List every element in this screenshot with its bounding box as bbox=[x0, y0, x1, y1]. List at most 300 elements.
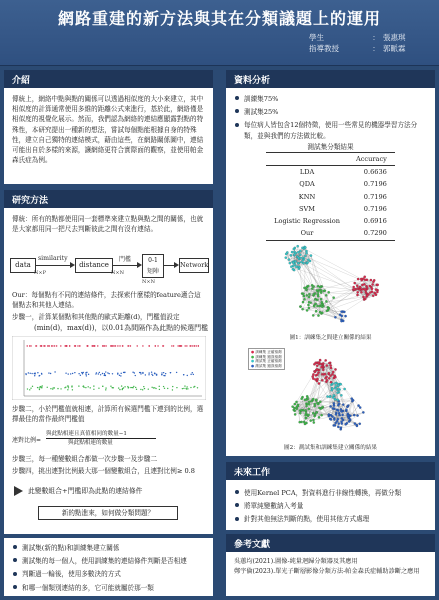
network-node bbox=[302, 257, 304, 259]
scatter-point bbox=[170, 372, 171, 373]
network-node bbox=[335, 385, 337, 387]
scatter-point bbox=[130, 387, 131, 388]
network-node bbox=[357, 278, 359, 280]
scatter-point bbox=[122, 345, 123, 346]
flow-threshold-label: 門檻 bbox=[119, 256, 132, 263]
network-node bbox=[328, 377, 330, 379]
scatter-point bbox=[65, 387, 66, 388]
network-node bbox=[337, 388, 339, 390]
scatter-point bbox=[72, 389, 73, 390]
scatter-point bbox=[153, 387, 154, 388]
network-node bbox=[308, 293, 310, 295]
scatter-point bbox=[81, 372, 82, 373]
network-node bbox=[362, 296, 364, 298]
scatter-point bbox=[155, 388, 156, 389]
scatter-point bbox=[102, 373, 103, 374]
scatter-point bbox=[120, 375, 121, 376]
scatter-point bbox=[162, 345, 163, 346]
scatter-point bbox=[151, 372, 152, 373]
network-node bbox=[332, 407, 334, 409]
list-item: 訓練集75% bbox=[234, 94, 428, 104]
network-node bbox=[304, 246, 306, 248]
scatter-point bbox=[64, 345, 65, 346]
network-node bbox=[288, 258, 290, 260]
network-node bbox=[308, 301, 310, 303]
scatter-point bbox=[70, 373, 71, 374]
network-node bbox=[312, 377, 314, 379]
network-node bbox=[316, 374, 318, 376]
network-node bbox=[293, 253, 295, 255]
scatter-point bbox=[128, 387, 129, 388]
scatter-point bbox=[99, 372, 100, 373]
scatter-point bbox=[78, 385, 79, 386]
network-node bbox=[318, 362, 320, 364]
ours-text: Our：每個點有不同的連結條件，去探索什麼樣的feature適合這個點去和其他人連結。 bbox=[12, 291, 201, 310]
scatter-point bbox=[190, 387, 191, 388]
list-item: 測試集25% bbox=[234, 107, 428, 117]
network-node bbox=[334, 424, 336, 426]
network-node bbox=[312, 419, 314, 421]
refs-panel bbox=[226, 552, 435, 596]
network-node bbox=[369, 285, 371, 287]
scatter-point bbox=[136, 389, 137, 390]
network-node bbox=[319, 305, 321, 307]
future-panel bbox=[226, 480, 435, 530]
network-node bbox=[314, 371, 316, 373]
network-node bbox=[321, 306, 323, 308]
network-node bbox=[326, 364, 328, 366]
scatter-point bbox=[97, 345, 98, 346]
scatter-point bbox=[30, 345, 31, 346]
scatter-point bbox=[94, 345, 95, 346]
network-node bbox=[321, 379, 323, 381]
scatter-point bbox=[167, 388, 168, 389]
accuracy-table-wrap bbox=[226, 152, 435, 241]
scatter-point bbox=[105, 389, 106, 390]
network-node bbox=[376, 291, 378, 293]
network-node bbox=[375, 288, 377, 290]
network-node bbox=[312, 314, 314, 316]
scatter-point bbox=[119, 345, 120, 346]
scatter-point bbox=[39, 389, 40, 390]
network-node bbox=[316, 402, 318, 404]
list-item: 將單純變數納入考量 bbox=[234, 501, 427, 511]
scatter-point bbox=[135, 375, 136, 376]
network-node bbox=[299, 421, 301, 423]
network-node bbox=[299, 254, 301, 256]
network-edge bbox=[338, 399, 352, 400]
scatter-point bbox=[187, 388, 188, 389]
network-node bbox=[317, 314, 319, 316]
scatter-point bbox=[157, 345, 158, 346]
intro-text: 傳統上，網絡中點與點的關係可以透過相似度的大小來建立，其中相似度的計算通常使用多維的距離公式來進行，基於此，網絡僅是相似度的視覺化展示。然而，我們認為網絡的連結應顯露對點的特殊性，本研究提出一種新的想法，嘗試每個點能根據自身的特殊性，建立自己獨特的連結模式，藉由這些，在網路關係圖中，連結可能出自於多樣的來源，讓網絡更符合實際面的觀察，並使用帕金森氏症為例。 bbox=[12, 95, 204, 165]
list-item: 和哪一個類別連結的多，它可能就屬於那一類 bbox=[12, 583, 205, 593]
scatter-point bbox=[105, 387, 106, 388]
scatter-point bbox=[115, 345, 116, 346]
network-node bbox=[304, 414, 306, 416]
network-node bbox=[320, 414, 322, 416]
network-node bbox=[293, 409, 295, 411]
network-node bbox=[318, 407, 320, 409]
network-node bbox=[306, 309, 308, 311]
scatter-point bbox=[159, 386, 160, 387]
network-node bbox=[340, 320, 342, 322]
network-node bbox=[303, 287, 305, 289]
scatter-point bbox=[143, 386, 144, 387]
network-node bbox=[338, 422, 340, 424]
network-node bbox=[365, 291, 367, 293]
scatter-point bbox=[186, 386, 187, 387]
scatter-point bbox=[37, 372, 38, 373]
network-node bbox=[330, 418, 332, 420]
network-node bbox=[324, 373, 326, 375]
scatter-point bbox=[65, 372, 66, 373]
scatter-point bbox=[48, 372, 49, 373]
scatter-point bbox=[79, 345, 80, 346]
network-node bbox=[349, 418, 351, 420]
network-node bbox=[341, 417, 343, 419]
intro-heading: 介紹 bbox=[4, 70, 213, 88]
network-node bbox=[325, 300, 327, 302]
scatter-point bbox=[180, 345, 181, 346]
scatter-point bbox=[53, 387, 54, 388]
network-node bbox=[308, 307, 310, 309]
network-node bbox=[319, 286, 321, 288]
network-node bbox=[302, 293, 304, 295]
network-node bbox=[337, 418, 339, 420]
scatter-point bbox=[68, 387, 69, 388]
network-node bbox=[376, 284, 378, 286]
scatter-point bbox=[86, 375, 87, 376]
scatter-point bbox=[192, 372, 193, 373]
network-node bbox=[323, 290, 325, 292]
scatter-point bbox=[29, 345, 30, 346]
network-node bbox=[325, 376, 327, 378]
network-node bbox=[346, 422, 348, 424]
network-node bbox=[317, 285, 319, 287]
network-node bbox=[375, 294, 377, 296]
threshold-scatter-plot bbox=[12, 336, 206, 400]
network-node bbox=[306, 261, 308, 263]
scatter-point bbox=[77, 345, 78, 346]
network-node bbox=[289, 262, 291, 264]
scatter-point bbox=[163, 372, 164, 373]
scatter-point bbox=[31, 373, 32, 374]
step1b-text: (min(d)，max(d))，以0.01為間隔作為此點的候選門檻 bbox=[34, 324, 209, 332]
network-node bbox=[297, 245, 299, 247]
scatter-point bbox=[142, 345, 143, 346]
network-node bbox=[321, 312, 323, 314]
refs-list bbox=[226, 552, 435, 581]
scatter-point bbox=[190, 374, 191, 375]
result-arrow-icon bbox=[14, 486, 23, 496]
network-node bbox=[319, 311, 321, 313]
scatter-point bbox=[88, 386, 89, 387]
network-node bbox=[316, 365, 318, 367]
scatter-point bbox=[50, 373, 51, 374]
scatter-point bbox=[196, 345, 197, 346]
network-node bbox=[359, 288, 361, 290]
network-node bbox=[354, 422, 356, 424]
scatter-point bbox=[37, 387, 38, 388]
network-node bbox=[317, 295, 319, 297]
new-steps-list bbox=[4, 538, 213, 600]
scatter-point bbox=[193, 345, 194, 346]
scatter-point bbox=[164, 388, 165, 389]
refs-heading: 參考文獻 bbox=[226, 534, 435, 552]
network-node bbox=[332, 371, 334, 373]
step2-text: 步驟二，小於門檻值就相連，計算所有候選門檻下連到的比例，選擇最佳的當作最終門檻值 bbox=[12, 405, 204, 424]
network-node bbox=[340, 311, 342, 313]
scatter-point bbox=[102, 345, 103, 346]
network-node bbox=[336, 392, 338, 394]
network-node bbox=[316, 305, 318, 307]
network-node bbox=[308, 296, 310, 298]
network-node bbox=[312, 285, 314, 287]
network-node bbox=[310, 254, 312, 256]
new-steps-panel bbox=[4, 538, 213, 596]
network-node bbox=[300, 398, 302, 400]
network-node bbox=[314, 414, 316, 416]
network-node bbox=[334, 398, 336, 400]
scatter-point bbox=[39, 387, 40, 388]
step3-text: 步驟三，每一種變數組合都做一次步驟一及步驟二 bbox=[12, 455, 158, 463]
network-node bbox=[319, 359, 321, 361]
network-node bbox=[302, 301, 304, 303]
scatter-point bbox=[32, 386, 33, 387]
future-list bbox=[226, 480, 435, 534]
scatter-point bbox=[107, 372, 108, 373]
scatter-point bbox=[124, 372, 125, 373]
fig2-caption: 圖2：測試集和訓練集建立關係的結果 bbox=[283, 445, 378, 451]
scatter-point bbox=[176, 387, 177, 388]
scatter-point bbox=[118, 387, 119, 388]
network-node bbox=[285, 256, 287, 258]
scatter-point bbox=[165, 373, 166, 374]
scatter-point bbox=[132, 372, 133, 373]
scatter-point bbox=[98, 373, 99, 374]
network-node bbox=[335, 413, 337, 415]
flow-nxp: N×P bbox=[34, 270, 46, 276]
network-node bbox=[366, 294, 368, 296]
network-node bbox=[337, 409, 339, 411]
network-node bbox=[328, 372, 330, 374]
network-node bbox=[314, 378, 316, 380]
scatter-point bbox=[113, 345, 114, 346]
network-node bbox=[309, 260, 311, 262]
network-node bbox=[346, 406, 348, 408]
flow-data: data bbox=[10, 258, 36, 273]
method-panel bbox=[4, 208, 213, 534]
scatter-point bbox=[182, 388, 183, 389]
network-node bbox=[308, 401, 310, 403]
scatter-point bbox=[183, 388, 184, 389]
scatter-point bbox=[57, 388, 58, 389]
network-node bbox=[326, 395, 328, 397]
table-row: QDA 0.7196 bbox=[299, 180, 387, 189]
network-node bbox=[363, 283, 365, 285]
network-node bbox=[340, 427, 342, 429]
reference-item: 吳蕙均(2021).圖像-純量迴歸分類器及其應用 bbox=[234, 558, 358, 565]
scatter-point bbox=[49, 345, 50, 346]
scatter-point bbox=[189, 345, 190, 346]
scatter-point bbox=[85, 374, 86, 375]
network-node bbox=[338, 412, 340, 414]
network-node bbox=[357, 291, 359, 293]
network-node bbox=[305, 417, 307, 419]
network-node bbox=[304, 255, 306, 257]
network-node bbox=[311, 287, 313, 289]
scatter-point bbox=[164, 375, 165, 376]
network-node bbox=[314, 298, 316, 300]
network-node bbox=[329, 405, 331, 407]
network-node bbox=[356, 285, 358, 287]
scatter-point bbox=[85, 372, 86, 373]
scatter-point bbox=[41, 373, 42, 374]
scatter-point bbox=[35, 345, 36, 346]
network-node bbox=[314, 362, 316, 364]
network-node bbox=[347, 414, 349, 416]
scatter-point bbox=[93, 385, 94, 386]
network-node bbox=[320, 298, 322, 300]
network-node bbox=[340, 383, 342, 385]
network-node bbox=[370, 279, 372, 281]
network-node bbox=[295, 265, 297, 267]
network-node bbox=[341, 414, 343, 416]
network-node bbox=[329, 396, 331, 398]
network-node bbox=[353, 288, 355, 290]
scatter-point bbox=[68, 373, 69, 374]
list-item: 判斷過一輪後，使用多數決的方式 bbox=[12, 569, 205, 579]
author-student: 學生 ： 張惠琪 bbox=[309, 33, 406, 42]
network-node bbox=[297, 251, 299, 253]
scatter-point bbox=[82, 386, 83, 387]
network-node bbox=[307, 414, 309, 416]
network-node bbox=[316, 289, 318, 291]
network-node bbox=[337, 384, 339, 386]
method-heading: 研究方法 bbox=[4, 190, 213, 208]
accuracy-table bbox=[266, 152, 395, 241]
network-node bbox=[339, 314, 341, 316]
scatter-point bbox=[54, 345, 55, 346]
network-node bbox=[360, 278, 362, 280]
scatter-point bbox=[193, 374, 194, 375]
table-row: LDA 0.6636 bbox=[299, 168, 387, 177]
network-node bbox=[329, 364, 331, 366]
scatter-point bbox=[119, 375, 120, 376]
scatter-point bbox=[142, 389, 143, 390]
scatter-point bbox=[41, 385, 42, 386]
network-node bbox=[305, 405, 307, 407]
scatter-point bbox=[30, 387, 31, 388]
scatter-point bbox=[52, 345, 53, 346]
scatter-point bbox=[198, 345, 199, 346]
scatter-point bbox=[137, 345, 138, 346]
list-item: 使用Kernel PCA，對資料進行非線性轉換，再做分類 bbox=[234, 488, 427, 498]
network-node bbox=[297, 257, 299, 259]
future-heading: 未來工作 bbox=[226, 462, 435, 480]
scatter-point bbox=[104, 345, 105, 346]
network-node bbox=[369, 291, 371, 293]
network-node bbox=[352, 286, 354, 288]
scatter-point bbox=[40, 386, 41, 387]
title-band bbox=[0, 0, 439, 66]
results-panel bbox=[226, 88, 435, 456]
scatter-point bbox=[117, 345, 118, 346]
scatter-point bbox=[124, 386, 125, 387]
scatter-point bbox=[130, 345, 131, 346]
network-node bbox=[337, 399, 339, 401]
scatter-point bbox=[151, 387, 152, 388]
scatter-point bbox=[56, 345, 57, 346]
scatter-point bbox=[41, 387, 42, 388]
network-node bbox=[332, 296, 334, 298]
scatter-point bbox=[193, 386, 194, 387]
flow-nxn-1: N×N bbox=[111, 270, 124, 276]
scatter-point bbox=[112, 387, 113, 388]
fig1-caption: 圖1：訓練集之間建立關係的結果 bbox=[289, 335, 372, 341]
scatter-point bbox=[29, 389, 30, 390]
network-node bbox=[364, 298, 366, 300]
network-node bbox=[337, 426, 339, 428]
network-node bbox=[331, 383, 333, 385]
network-node bbox=[301, 308, 303, 310]
poster-title: 網路重建的新方法與其在分類議題上的運用 bbox=[57, 9, 381, 28]
network-node bbox=[304, 399, 306, 401]
scatter-point bbox=[135, 387, 136, 388]
table-row: Logistic Regression 0.6916 bbox=[274, 217, 387, 226]
network-node bbox=[328, 307, 330, 309]
network-node bbox=[307, 285, 309, 287]
scatter-point bbox=[172, 389, 173, 390]
network-node bbox=[326, 379, 328, 381]
network-node bbox=[366, 287, 368, 289]
network-node bbox=[304, 423, 306, 425]
network-node bbox=[372, 295, 374, 297]
scatter-point bbox=[108, 373, 109, 374]
network-node bbox=[312, 373, 314, 375]
network-node bbox=[364, 288, 366, 290]
network-node bbox=[334, 382, 336, 384]
network-node bbox=[324, 359, 326, 361]
scatter-point bbox=[192, 345, 193, 346]
scatter-point bbox=[80, 375, 81, 376]
results-heading: 資料分析 bbox=[226, 70, 435, 88]
network-node bbox=[356, 425, 358, 427]
network-node bbox=[285, 253, 287, 255]
network-node bbox=[303, 298, 305, 300]
network-edge bbox=[329, 382, 331, 414]
network-node bbox=[343, 388, 345, 390]
scatter-point bbox=[148, 345, 149, 346]
list-item: 針對其他無法判斷的點，使用其他方式處理 bbox=[234, 514, 427, 524]
result-box-text: 此變數組合+門檻即為此點的連結條件 bbox=[28, 487, 143, 495]
scatter-point bbox=[142, 373, 143, 374]
network-node bbox=[295, 401, 297, 403]
network-node bbox=[345, 409, 347, 411]
reference-item: 鄭宇倫(2023).單光子斷層影像分類方法-帕金森氏症輔助診斷之應用 bbox=[234, 567, 420, 575]
scatter-point bbox=[41, 345, 42, 346]
scatter-point bbox=[90, 387, 91, 388]
scatter-point bbox=[50, 388, 51, 389]
network-node bbox=[351, 397, 353, 399]
scatter-point bbox=[156, 374, 157, 375]
network-node bbox=[308, 403, 310, 405]
scatter-point bbox=[110, 345, 111, 346]
network-node bbox=[328, 291, 330, 293]
network-node bbox=[353, 414, 355, 416]
scatter-point bbox=[140, 372, 141, 373]
